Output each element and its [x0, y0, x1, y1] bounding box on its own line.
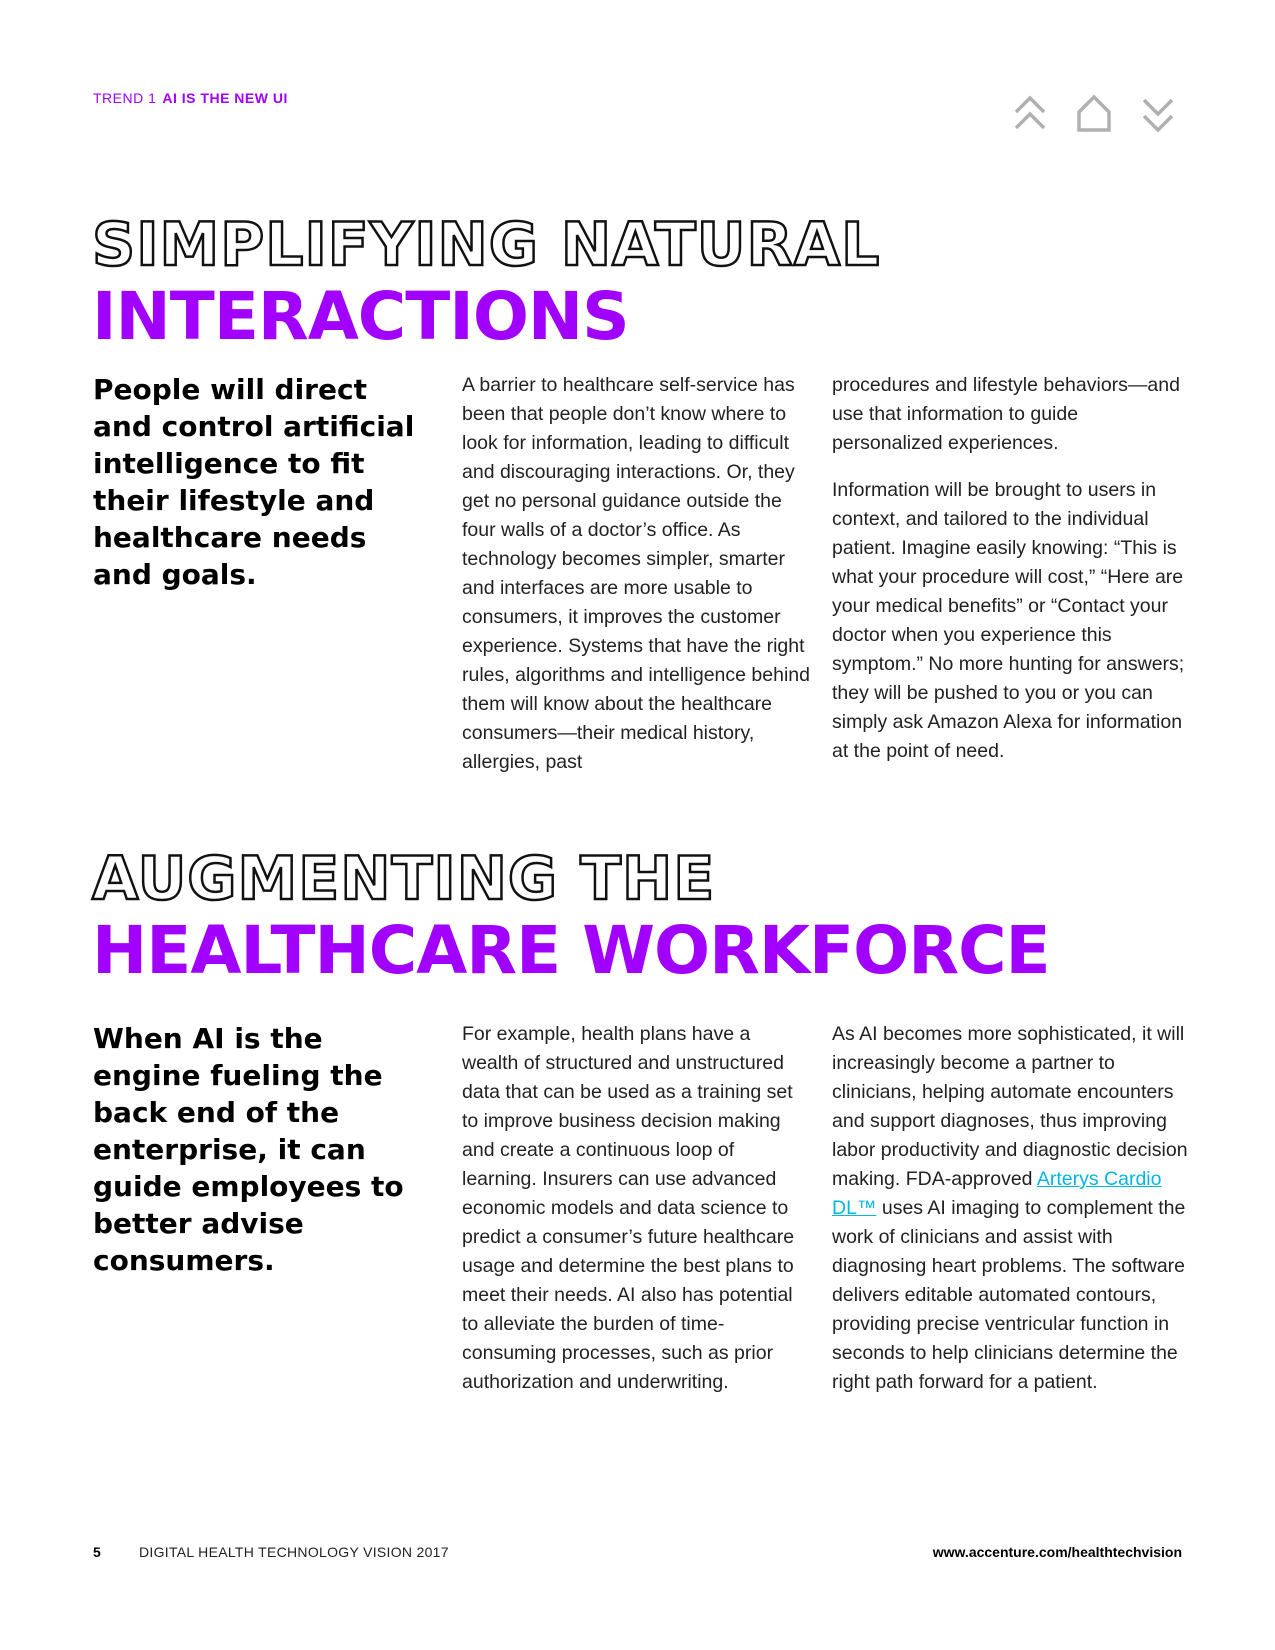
home-icon	[1074, 92, 1114, 136]
section1-title-solid: INTERACTIONS	[92, 278, 629, 355]
section2-paragraph-1: For example, health plans have a wealth of structured and unstructured data that can be used as a training set to improve business decision making and create a continuous loop of learning. Insurers can use advanced economic models and data science to predict a consumer’s future healthcare usage and determine the best plans to meet their needs. AI also has potential to alleviate the burden of time-consuming processes, such as prior authorization and underwriting.	[462, 1023, 795, 1393]
arterys-cardio-link[interactable]: Arterys Cardio DL™	[832, 1168, 1162, 1219]
website-link[interactable]: www.accenture.com/healthtechvision	[932, 1544, 1182, 1560]
chevron-double-up-icon	[1010, 92, 1050, 136]
section1-column-1	[462, 371, 812, 795]
trend-label	[93, 90, 288, 106]
section2-title-outline: AUGMENTING THE	[92, 844, 716, 914]
section2-column-1	[462, 1020, 812, 1415]
section1-paragraph-2: procedures and lifestyle behaviors—and use that information to guide personalized experiences.	[832, 374, 1180, 454]
section2-text-before-link: As AI becomes more sophisticated, it will increasingly become a partner to clinicians, helping automate encounters and support diagnoses, thus improving labor productivity and diagnostic decision making. FDA-approved	[832, 1023, 1188, 1190]
section1-column-2	[832, 371, 1192, 784]
section1-paragraph-3: Information will be brought to users in context, and tailored to the individual patient. Imagine easily knowing: “This is what your procedure will cost,” “Here are your medical benefits” or “Contact your doctor when you experience this symptom.” No more hunting for answers; they will be pushed to you or you can simply ask Amazon Alexa for information at the point of need.	[832, 479, 1185, 762]
section2-column-2	[832, 1020, 1192, 1415]
section1-paragraph-1: A barrier to healthcare self-service has been that people don’t know where to look for information, leading to difficult and discouraging interactions. Or, they get no personal guidance outside the four walls of a doctor’s office. As technology becomes simpler, smarter and interfaces are more usable to consumers, it improves the customer experience. Systems that have the right rules, algorithms and intelligence behind them will know about the healthcare consumers—their medical history, allergies, past	[462, 374, 810, 773]
previous-page-button[interactable]	[1010, 92, 1050, 136]
section2-lead: When AI is the engine fueling the back end of the enterprise, it can guide employees to better advise consumers.	[93, 1022, 404, 1277]
next-page-button[interactable]	[1138, 92, 1178, 136]
page-navigation	[1010, 92, 1180, 140]
section2-text-after-link: uses AI imaging to complement the work of clinicians and assist with diagnosing heart problems. The software delivers editable automated contours, providing precise ventricular function in seconds to help clinicians determine the right path forward for a patient.	[832, 1197, 1186, 1393]
page-number: 5	[93, 1544, 101, 1560]
section1-lead: People will direct and control artificial intelligence to fit their lifestyle and healthcare needs and goals.	[93, 373, 415, 591]
trend-number: TREND 1	[93, 90, 157, 106]
home-button[interactable]	[1074, 92, 1114, 136]
section2-paragraph-2	[832, 1020, 1192, 1397]
chevron-double-down-icon	[1138, 92, 1178, 136]
trend-name: AI IS THE NEW UI	[162, 90, 288, 106]
document-title: DIGITAL HEALTH TECHNOLOGY VISION 2017	[139, 1544, 449, 1560]
section2-title-solid: HEALTHCARE WORKFORCE	[92, 912, 1050, 989]
section1-title-outline: SIMPLIFYING NATURAL	[92, 210, 881, 280]
